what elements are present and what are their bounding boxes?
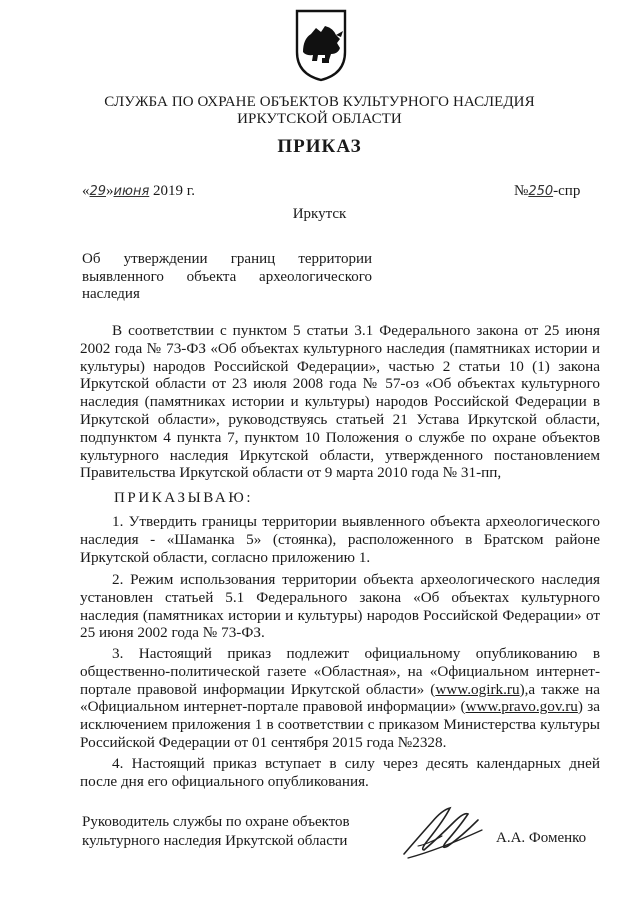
date-open-quote: « [82, 183, 90, 199]
signer-name: А.А. Фоменко [496, 830, 587, 846]
item-3-text-b: ),а также на «Официальном интернет-портале правовой информации» ( [80, 680, 600, 716]
date-month: июня [113, 184, 150, 199]
date-year: 2019 г. [153, 183, 195, 199]
order-date [82, 183, 195, 200]
item-3 [80, 645, 600, 752]
coat-of-arms-emblem [294, 8, 348, 82]
number-sign: № [514, 183, 529, 199]
intro-paragraph [80, 322, 600, 482]
item-2-text: 2. Режим использования территории объекта археологического наследия установлен статьей 5.1 Федерального закона «Об объектах культурного наследия (памятниках истории и культуры) народов Российской Федерации» от 25 июня 2002 года № 73-ФЗ. [80, 571, 600, 642]
order-subject: Об утверждении границ территории выявленного объекта археологического наследия [82, 251, 372, 302]
signer-role-line2: культурного наследия Иркутской области [82, 833, 348, 849]
signer-role-line1: Руководитель службы по охране объектов [82, 814, 350, 830]
ogirk-link[interactable]: www.ogirk.ru [435, 680, 520, 698]
document-title: ПРИКАЗ [277, 136, 362, 157]
item-4 [80, 755, 600, 791]
organization-name-line1: СЛУЖБА ПО ОХРАНЕ ОБЪЕКТОВ КУЛЬТУРНОГО НАСЛЕДИЯ [104, 94, 535, 110]
handwritten-signature [398, 800, 488, 862]
city-name: Иркутск [292, 206, 347, 222]
decree-word: ПРИКАЗЫВАЮ: [114, 490, 254, 506]
intro-text: В соответствии с пунктом 5 статьи 3.1 Федерального закона от 25 июня 2002 года № 73-ФЗ «Об объектах культурного наследия (памятниках истории и культуры) народов Российской Федерации», частью 2 статьи 10 (1) закона Иркутской области от 23 июля 2008 года № 57-оз «Об объектах культурного наследия (памятниках истории и культуры) народов Российской Федерации в Иркутской области», руководствуясь статьей 21 Устава Иркутской области, подпунктом 4 пункта 7, пунктом 10 Положения о службе по охране объектов культурного наследия Иркутской области, утвержденного постановлением Правительства Иркутской области от 9 марта 2010 года № 31-пп, [80, 322, 600, 482]
item-1-text: 1. Утвердить границы территории выявленного объекта археологического наследия - «Шаманка 5» (стоянка), расположенного в Братском районе Иркутской области, согласно приложению 1. [80, 513, 600, 566]
number-suffix: -спр [553, 183, 581, 199]
item-1 [80, 513, 600, 566]
organization-name-line2: ИРКУТСКОЙ ОБЛАСТИ [237, 111, 402, 127]
number-value: 250 [528, 184, 554, 199]
item-2 [80, 571, 600, 642]
date-day: 29 [89, 184, 107, 199]
date-close-quote: » [106, 183, 114, 199]
item-3-text-c: ) за исключением приложения 1 в соответствии с приказом Министерства культуры Российской Федерации от 01 сентября 2015 года №2328. [80, 698, 600, 751]
signer-role [82, 813, 382, 851]
order-number [514, 183, 580, 200]
item-4-text: 4. Настоящий приказ вступает в силу через десять календарных дней после дня его официального опубликования. [80, 755, 600, 790]
item-3-text-a: 3. Настоящий приказ подлежит официальному опубликованию в общественно-политической газете «Областная», на «Официальном интернет-портале правовой информации Иркутской области» ( [80, 645, 600, 698]
pravo-link[interactable]: www.pravo.gov.ru [465, 698, 578, 716]
